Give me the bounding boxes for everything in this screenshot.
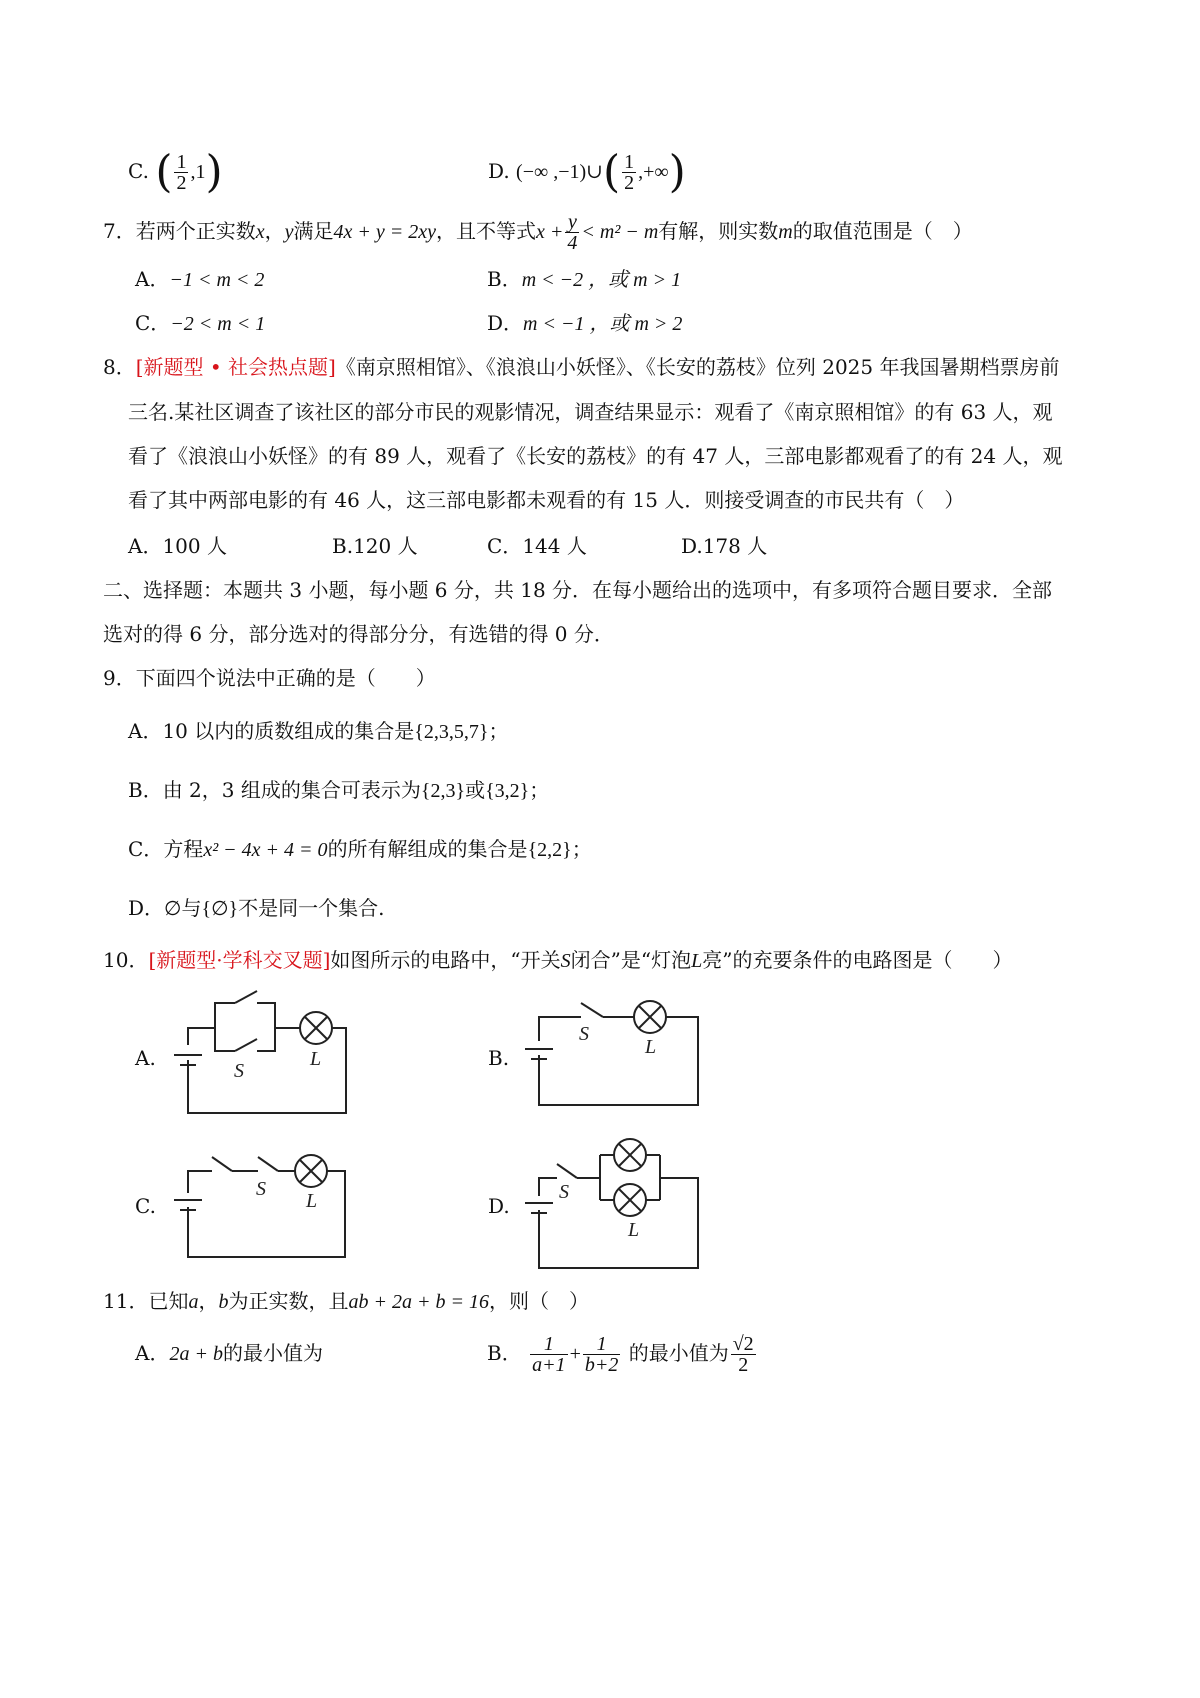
q7-condition: 4x + y = 2xy — [333, 221, 437, 243]
switch-label: S — [256, 1178, 266, 1200]
switch-label: S — [234, 1060, 244, 1082]
lamp-label: L — [306, 1190, 318, 1212]
q8-line-4: 看了其中两部电影的有 46 人，这三部电影都未观看的有 15 人．则接受调查的市民共有（ ） — [128, 488, 965, 512]
q9-option-a[interactable]: A．10 以内的质数组成的集合是{2,3,5,7}； — [128, 719, 509, 743]
q6-option-d[interactable] — [488, 146, 686, 198]
q8-line-1: 8．[新题型 • 社会热点题]《南京照相馆》、《浪浪山小妖怪》、《长安的荔枝》位列 2025 年我国暑期档票房前 — [103, 355, 1060, 379]
q8-line-2: 三名.某社区调查了该社区的部分市民的观影情况，调查结果显示：观看了《南京照相馆》的有 63 人，观 — [128, 400, 1053, 424]
section-2-note: 选对的得 6 分，部分选对的得部分分，有选错的得 0 分． — [103, 622, 614, 646]
switch-label: S — [579, 1023, 589, 1045]
lamp-label: L — [645, 1036, 657, 1058]
q10-tag: [新题型·学科交叉题] — [148, 948, 331, 972]
q8-option-a[interactable]: A．100 人 — [128, 534, 227, 558]
option-label: C. — [128, 159, 149, 183]
switch-label: S — [559, 1181, 569, 1203]
q8-tag: [新题型 • 社会热点题] — [135, 355, 336, 379]
q10-option-b-label[interactable]: B. — [488, 1046, 510, 1070]
q11-stem: 11．已知a，b为正实数，且ab + 2a + b = 16，则（ ） — [103, 1289, 589, 1313]
q8-option-c[interactable]: C．144 人 — [487, 534, 587, 558]
q7-option-a[interactable]: A．−1 < m < 2 — [135, 267, 265, 291]
q9-stem: 9．下面四个说法中正确的是（ ） — [103, 666, 436, 690]
q11-option-b[interactable]: B． $\frac{1}{a+1}$ + $\frac{1}{b+2}$ 的最小值为 $\frac{√2}{2}$ — [487, 1333, 754, 1376]
q9-option-d[interactable]: D．∅与{∅}不是同一个集合. — [128, 896, 385, 920]
circuit-diagram-c[interactable] — [160, 1143, 360, 1263]
lamp-label: L — [310, 1048, 322, 1070]
q8-line-3: 看了《浪浪山小妖怪》的有 89 人，观看了《长安的荔枝》的有 47 人，三部电影都观看了的有 24 人，观 — [128, 444, 1063, 468]
q9-option-b[interactable]: B．由 2，3 组成的集合可表示为{2,3}或{3,2}； — [128, 778, 550, 802]
q7-option-b[interactable]: B．m < −2 ，或 m > 1 — [487, 267, 682, 291]
circuit-diagram-d[interactable] — [515, 1130, 715, 1275]
q11-condition: ab + 2a + b = 16 — [348, 1291, 489, 1313]
q6-option-c[interactable] — [128, 146, 223, 198]
q7-stem: 7．若两个正实数x，y满足4x + y = 2xy，且不等式x + $\frac{y}{4}$ < m² − m有解，则实数m的取值范围是（ ） — [103, 211, 973, 254]
option-math: (−∞ ,−1)∪( $\frac{1}{2}$ ,+∞) — [516, 146, 686, 198]
circuit-diagram-a[interactable] — [160, 985, 360, 1120]
q8-option-d[interactable]: D.178 人 — [681, 534, 768, 558]
q10-stem: 10．[新题型·学科交叉题]如图所示的电路中，“开关S闭合”是“灯泡L亮”的充要条件的电路图是（ ） — [103, 948, 1013, 972]
circuit-diagram-b[interactable] — [515, 995, 715, 1110]
option-label: D. — [488, 159, 510, 183]
q7-option-d[interactable]: D．m < −1 ，或 m > 2 — [487, 311, 683, 335]
q7-option-c[interactable]: C．−2 < m < 1 — [135, 311, 266, 335]
option-math: ( $\frac{1}{2}$ ,1) — [155, 146, 223, 198]
q9-option-c[interactable]: C．方程x² − 4x + 4 = 0的所有解组成的集合是{2,2}； — [128, 837, 592, 861]
q8-option-b[interactable]: B.120 人 — [332, 534, 418, 558]
q11-option-a[interactable]: A．2a + b的最小值为 — [135, 1341, 323, 1365]
q10-option-d-label[interactable]: D. — [488, 1194, 510, 1218]
q10-option-c-label[interactable]: C. — [135, 1194, 156, 1218]
q10-option-a-label[interactable]: A. — [135, 1046, 156, 1070]
lamp-label: L — [628, 1219, 640, 1241]
section-2-heading: 二、选择题：本题共 3 小题，每小题 6 分，共 18 分．在每小题给出的选项中，有多项符合题目要求．全部 — [103, 578, 1053, 602]
